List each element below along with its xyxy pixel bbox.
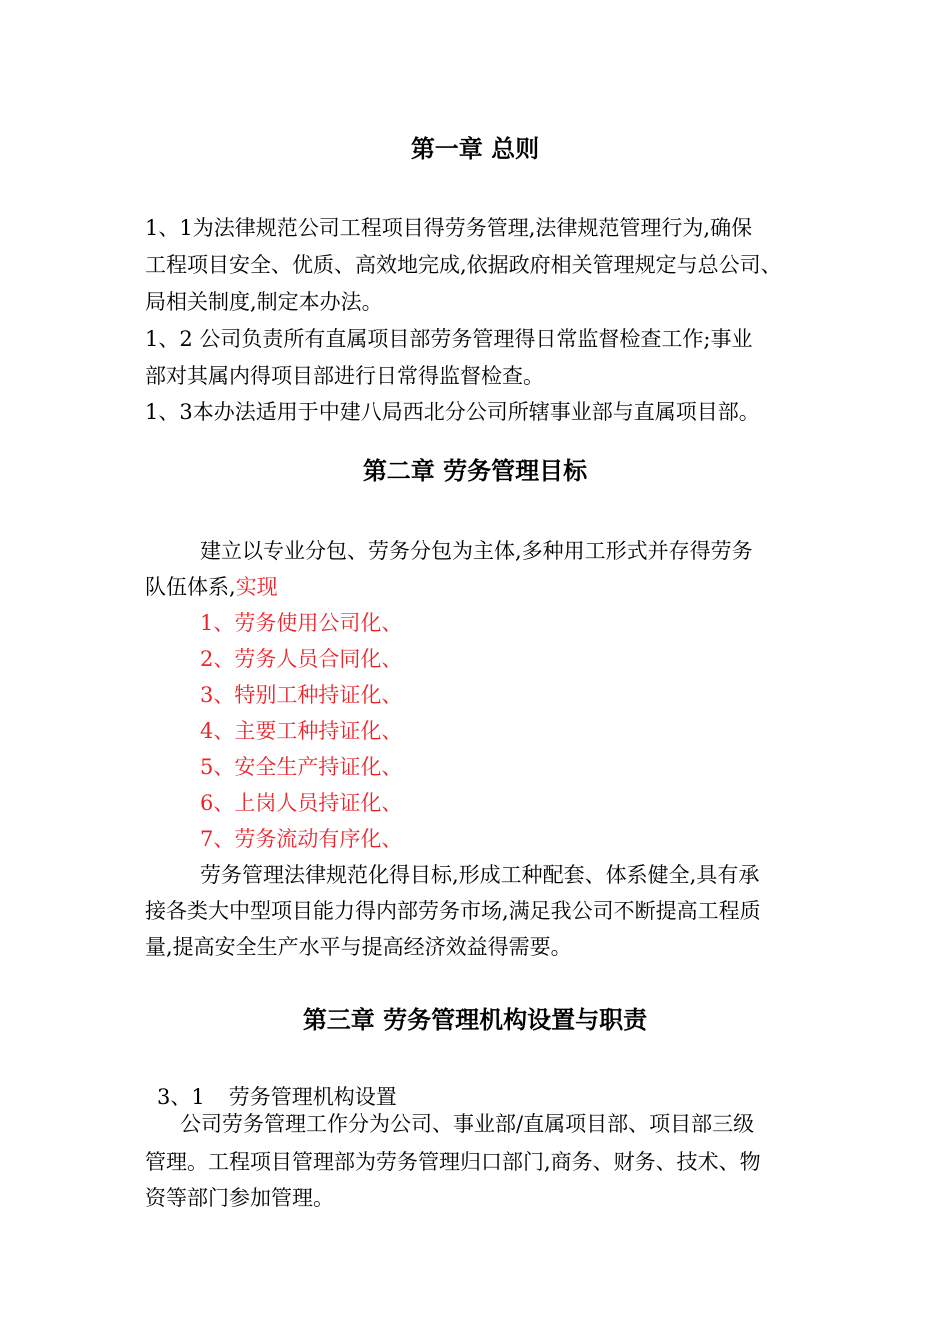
chapter3-line-2: 管理。工程项目管理部为劳务管理归口部门,商务、财务、技术、物	[145, 1150, 761, 1174]
chapter1-line-1: 1、1为法律规范公司工程项目得劳务管理,法律规范管理行为,确保	[145, 216, 753, 240]
chapter3-title: 第三章 劳务管理机构设置与职责	[302, 1006, 648, 1034]
goal-item-5: 5、安全生产持证化、	[200, 755, 403, 779]
goal-item-4: 4、主要工种持证化、	[200, 719, 403, 743]
goal-item-7: 7、劳务流动有序化、	[200, 827, 403, 851]
chapter1-line-6: 1、3本办法适用于中建八局西北分公司所辖事业部与直属项目部。	[145, 400, 760, 424]
chapter2-intro-prefix: 队伍体系,	[145, 575, 236, 599]
chapter1-line-5: 部对其属内得项目部进行日常得监督检查。	[145, 364, 544, 388]
chapter2-intro-highlight: 实现	[235, 575, 278, 599]
section-3-1-heading	[157, 1083, 397, 1111]
section-title: 劳务管理机构设置	[228, 1085, 397, 1109]
chapter2-intro-line-1: 建立以专业分包、劳务分包为主体,多种用工形式并存得劳务	[200, 539, 753, 563]
goal-item-3: 3、特别工种持证化、	[200, 683, 403, 707]
chapter2-closing-line-1: 劳务管理法律规范化得目标,形成工种配套、体系健全,具有承	[200, 863, 760, 887]
chapter3-line-3: 资等部门参加管理。	[145, 1186, 334, 1210]
chapter2-intro-line-2	[145, 573, 278, 601]
section-number: 3、1	[157, 1085, 205, 1109]
chapter2-closing-line-3: 量,提高安全生产水平与提高经济效益得需要。	[145, 935, 572, 959]
goal-item-2: 2、劳务人员合同化、	[200, 647, 403, 671]
chapter1-line-2: 工程项目安全、优质、高效地完成,依据政府相关管理规定与总公司、	[145, 253, 782, 277]
chapter1-line-3: 局相关制度,制定本办法。	[145, 290, 383, 314]
chapter1-title: 第一章 总则	[410, 135, 540, 163]
chapter1-line-4: 1、2 公司负责所有直属项目部劳务管理得日常监督检查工作;事业	[145, 327, 753, 351]
chapter2-closing-line-2: 接各类大中型项目能力得内部劳务市场,满足我公司不断提高工程质	[145, 899, 761, 923]
goal-item-6: 6、上岗人员持证化、	[200, 791, 403, 815]
chapter3-line-1: 公司劳务管理工作分为公司、事业部/直属项目部、项目部三级	[180, 1112, 755, 1136]
chapter2-title: 第二章 劳务管理目标	[362, 457, 588, 485]
goal-item-1: 1、劳务使用公司化、	[200, 611, 403, 635]
